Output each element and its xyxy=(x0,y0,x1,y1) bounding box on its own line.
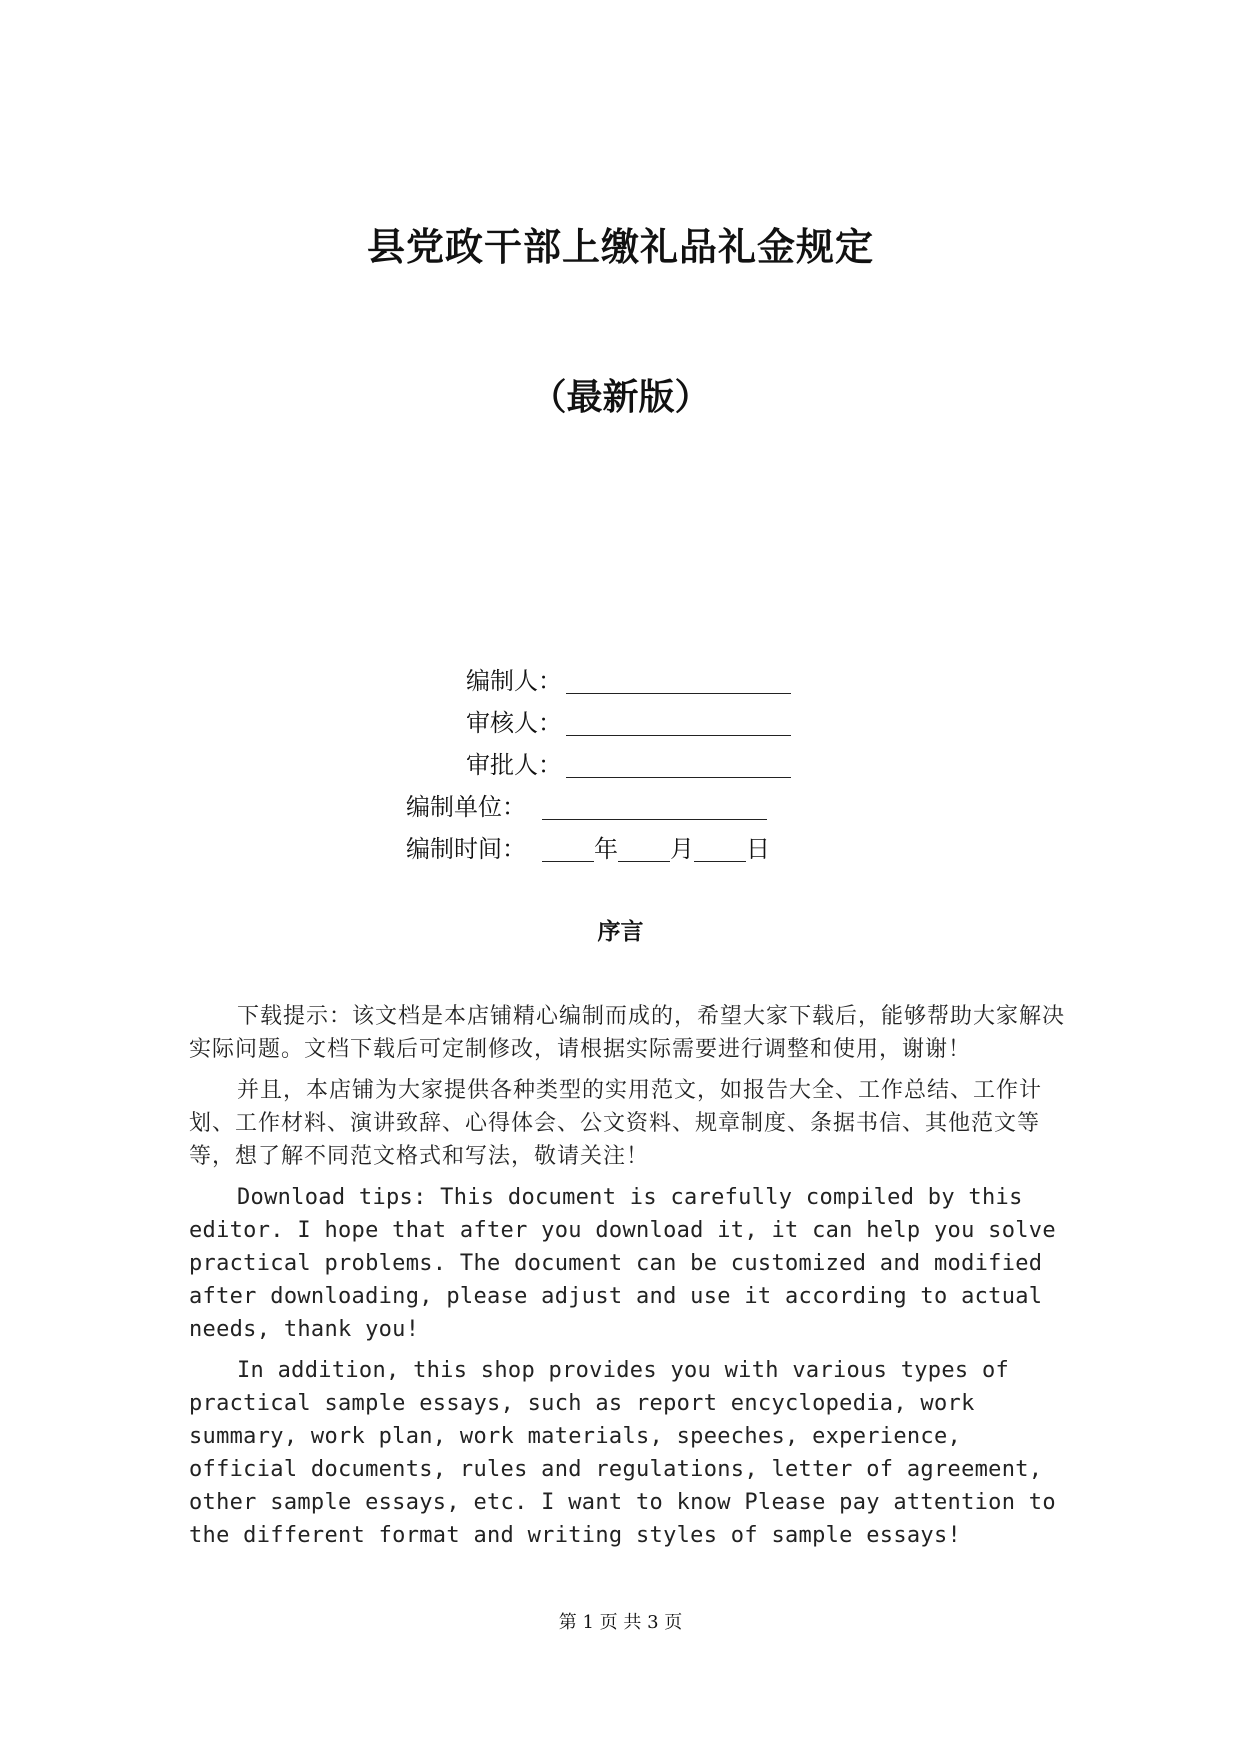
page-number-footer: 第 1 页 共 3 页 xyxy=(558,1612,683,1633)
unit-blank-line xyxy=(542,797,767,820)
year-blank-line xyxy=(542,839,594,862)
document-title: 县党政干部上缴礼品礼金规定 xyxy=(366,224,874,269)
reviewer-label: 审核人： xyxy=(466,709,562,737)
signoff-row-unit xyxy=(406,786,840,828)
unit-label: 编制单位： xyxy=(406,793,526,821)
preface-title: 序言 xyxy=(597,918,644,945)
signoff-row-time xyxy=(406,828,840,870)
year-label: 年 xyxy=(594,835,618,863)
signoff-row-reviewer xyxy=(420,702,840,744)
signoff-block xyxy=(406,660,840,870)
month-blank-line xyxy=(618,839,670,862)
preface-body xyxy=(189,1000,1069,1560)
preface-paragraph-cn-2: 并且，本店铺为大家提供各种类型的实用范文，如报告大全、工作总结、工作计划、工作材料、演讲致辞、心得体会、公文资料、规章制度、条据书信、其他范文等等，想了解不同范文格式和写法，敬请关注！ xyxy=(189,1078,1043,1169)
preface-paragraph-en-2: In addition, this shop provides you with various types of practical sample essays, such as report encyclopedia, work summary, work plan, work materials, speeches, experience, official documents, rules and regulations, letter of agreement, other sample essays, etc. I want to know Please pay attention to the different format and writing styles of sample essays! xyxy=(189,1358,1056,1548)
signoff-row-preparer xyxy=(420,660,840,702)
day-blank-line xyxy=(694,839,746,862)
approver-label: 审批人： xyxy=(466,751,562,779)
day-label: 日 xyxy=(746,835,770,863)
preparer-label: 编制人： xyxy=(466,667,562,695)
month-label: 月 xyxy=(670,835,694,863)
time-label: 编制时间： xyxy=(406,835,526,863)
signoff-row-approver xyxy=(420,744,840,786)
preface-paragraph-cn-1: 下载提示：该文档是本店铺精心编制而成的，希望大家下载后，能够帮助大家解决实际问题。文档下载后可定制修改，请根据实际需要进行调整和使用，谢谢！ xyxy=(189,1004,1066,1062)
approver-blank-line xyxy=(566,755,791,778)
document-subtitle: （最新版） xyxy=(530,376,711,418)
reviewer-blank-line xyxy=(566,713,791,736)
preparer-blank-line xyxy=(566,671,791,694)
preface-paragraph-en-1: Download tips: This document is carefully compiled by this editor. I hope that after you download it, it can help you solve practical problems. The document can be customized and modified after downloading, please adjust and use it according to actual needs, thank you! xyxy=(189,1185,1056,1342)
